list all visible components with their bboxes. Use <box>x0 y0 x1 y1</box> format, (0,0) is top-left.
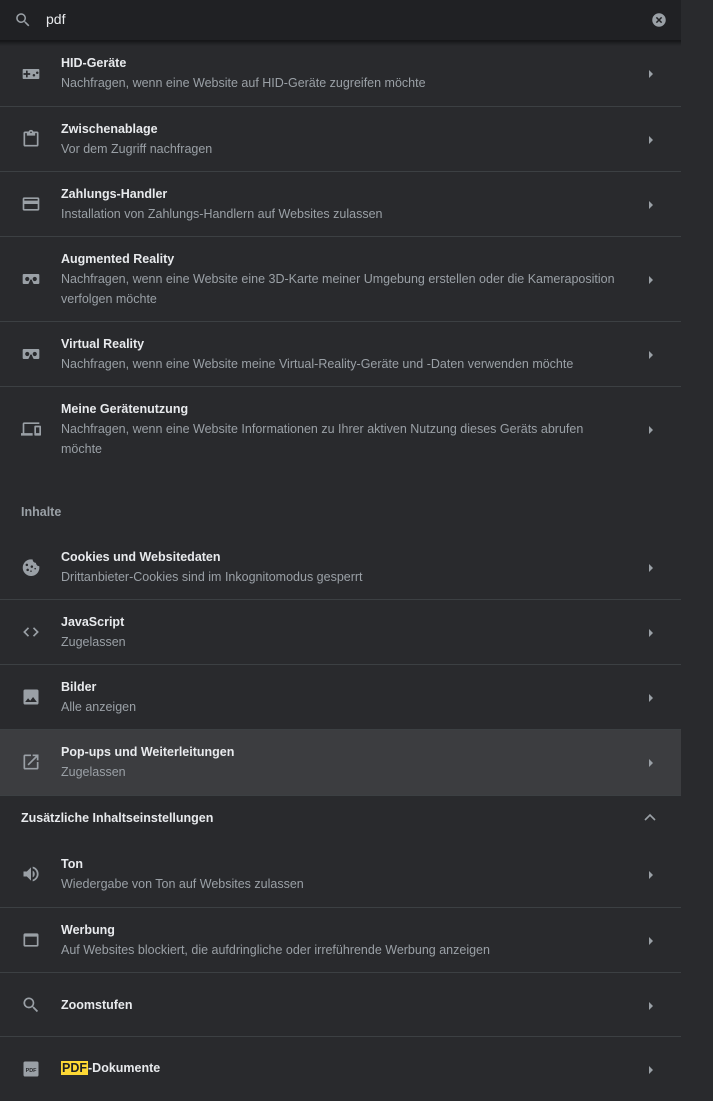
row-subtitle: Nachfragen, wenn eine Website auf HID-Geräte zugreifen möchte <box>61 76 426 90</box>
section-label-additional: Zusätzliche Inhaltseinstellungen <box>21 811 214 825</box>
row-title: Cookies und Websitedaten <box>61 550 221 564</box>
row-title: Zwischenablage <box>61 122 158 136</box>
row-subtitle: Auf Websites blockiert, die aufdringliche oder irreführende Werbung anzeigen <box>61 943 490 957</box>
close-circle-icon <box>650 11 668 29</box>
row-clipboard[interactable] <box>0 106 681 171</box>
search-icon <box>21 995 41 1015</box>
chevron-right-icon <box>646 563 656 573</box>
devices-icon <box>21 419 41 439</box>
chevron-right-icon <box>646 693 656 703</box>
chevron-right-icon <box>646 135 656 145</box>
settings-panel <box>0 42 681 1101</box>
row-title: Werbung <box>61 923 115 937</box>
row-javascript[interactable] <box>0 599 681 664</box>
chevron-right-icon <box>646 758 656 768</box>
row-subtitle: Drittanbieter-Cookies sind im Inkognitomodus gesperrt <box>61 570 363 584</box>
ads-window-icon <box>21 930 41 950</box>
chevron-right-icon <box>646 200 656 210</box>
chevron-up-icon <box>643 813 657 823</box>
row-pdf-documents[interactable] <box>0 1036 681 1101</box>
chevron-right-icon <box>646 936 656 946</box>
section-label-content: Inhalte <box>21 505 62 519</box>
vr-headset-icon <box>21 269 41 289</box>
chevron-right-icon <box>646 1001 656 1011</box>
row-title: Augmented Reality <box>61 252 175 266</box>
image-icon <box>21 687 41 707</box>
row-title: Bilder <box>61 680 97 694</box>
row-title: Virtual Reality <box>61 337 145 351</box>
row-subtitle: Nachfragen, wenn eine Website Informationen zu Ihrer aktiven Nutzung dieses Geräts abrufen möchte <box>61 422 584 456</box>
row-subtitle: Alle anzeigen <box>61 700 137 714</box>
row-title <box>61 1061 160 1075</box>
row-virtual-reality[interactable] <box>0 321 681 386</box>
row-popups[interactable] <box>0 729 681 795</box>
search-bar <box>0 0 681 40</box>
chevron-right-icon <box>646 275 656 285</box>
row-title: Ton <box>61 857 83 871</box>
chevron-right-icon <box>646 1065 656 1075</box>
row-subtitle: Zugelassen <box>61 765 126 779</box>
credit-card-icon <box>21 194 41 214</box>
row-subtitle: Wiedergabe von Ton auf Websites zulassen <box>61 877 304 891</box>
row-augmented-reality[interactable] <box>0 236 681 321</box>
search-input[interactable]: pdf <box>46 11 66 27</box>
chevron-right-icon <box>646 425 656 435</box>
pdf-icon <box>21 1059 41 1079</box>
panel-top-shadow <box>0 40 681 46</box>
chevron-right-icon <box>646 350 656 360</box>
row-title: Meine Gerätenutzung <box>61 402 189 416</box>
row-title: Pop-ups und Weiterleitungen <box>61 745 235 759</box>
row-hid-devices[interactable] <box>0 42 681 107</box>
additional-settings-toggle[interactable] <box>0 795 681 842</box>
row-payment-handler[interactable] <box>0 171 681 236</box>
search-icon <box>14 11 32 29</box>
row-title: HID-Geräte <box>61 56 127 70</box>
row-subtitle: Zugelassen <box>61 635 126 649</box>
chevron-right-icon <box>646 870 656 880</box>
row-zoom-levels[interactable] <box>0 972 681 1036</box>
row-title-rest: -Dokumente <box>88 1061 161 1075</box>
chevron-right-icon <box>646 628 656 638</box>
open-in-new-icon <box>21 752 41 772</box>
row-title: Zoomstufen <box>61 998 133 1012</box>
row-subtitle: Nachfragen, wenn eine Website meine Virtual-Reality-Geräte und -Daten verwenden möchte <box>61 357 574 371</box>
vr-headset-icon <box>21 344 41 364</box>
code-icon <box>21 622 41 642</box>
search-match-highlight: PDF <box>62 1061 87 1075</box>
volume-icon <box>21 864 41 884</box>
row-subtitle: Nachfragen, wenn eine Website eine 3D-Karte meiner Umgebung erstellen oder die Kameraposition verfolgen möchte <box>61 272 615 306</box>
row-subtitle: Installation von Zahlungs-Handlern auf Websites zulassen <box>61 207 383 221</box>
gamepad-icon <box>21 64 41 84</box>
chevron-right-icon <box>646 69 656 79</box>
clear-search-button[interactable] <box>650 11 668 29</box>
row-device-usage[interactable] <box>0 386 681 471</box>
row-ads[interactable] <box>0 907 681 972</box>
row-title: JavaScript <box>61 615 125 629</box>
row-images[interactable] <box>0 664 681 729</box>
clipboard-icon <box>21 129 41 149</box>
row-sound[interactable] <box>0 842 681 907</box>
row-title: Zahlungs-Handler <box>61 187 168 201</box>
svg-text:PDF: PDF <box>25 1067 37 1074</box>
row-cookies[interactable] <box>0 535 681 600</box>
row-subtitle: Vor dem Zugriff nachfragen <box>61 142 213 156</box>
cookie-icon <box>21 557 41 577</box>
right-gutter <box>681 0 713 1101</box>
